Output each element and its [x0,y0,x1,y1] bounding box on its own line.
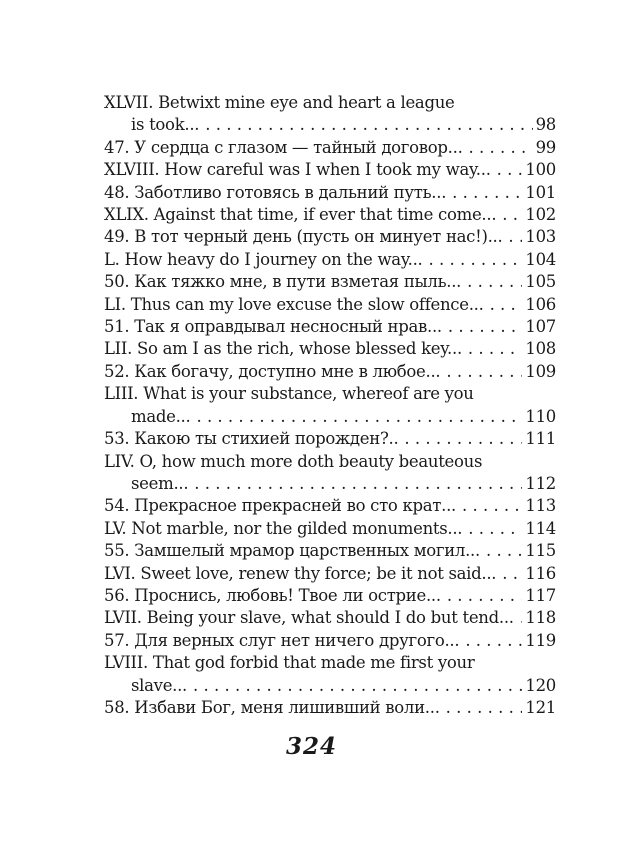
toc-entry-title-continuation: seem... [131,473,189,493]
toc-entry [104,226,556,248]
toc-entry-title: 54. Прекрасное прекрасней во сто крат... [104,496,456,516]
toc-entry-first-line [104,652,556,674]
toc-entry-title: 58. Избави Бог, меня лишивший воли... [104,697,440,717]
toc-entry [104,495,556,517]
page-number: 324 [285,733,337,760]
toc-entry [104,652,556,697]
dot-leader [452,182,522,204]
toc-entry-title: L. How heavy do I journey on the way... [104,249,423,269]
toc-entry-continuation [104,406,556,428]
dot-leader [404,428,522,450]
dot-leader [468,518,522,540]
dot-leader [446,361,522,383]
toc-entry-page: 120 [525,675,556,695]
dot-leader [469,137,533,159]
toc-entry-title: 50. Как тяжко мне, в пути взметая пыль... [104,272,462,292]
toc-entry-page: 115 [525,541,556,561]
toc-entry-title-continuation: slave... [131,675,188,695]
toc-entry-page: 121 [525,697,556,717]
toc-entry-title: 48. Заботливо готовясь в дальний путь... [104,182,447,202]
toc-entry-page: 98 [535,115,556,135]
dot-leader [468,338,523,360]
toc-entry-page: 108 [525,339,556,359]
toc-entry-continuation [104,675,556,697]
toc-entry-continuation [104,473,556,495]
toc-entry [104,428,556,450]
toc-entry-page: 100 [525,160,556,180]
toc-entry [104,182,556,204]
dot-leader [502,204,522,226]
toc-entry [104,249,556,271]
toc-entry [104,563,556,585]
toc-entry-title: 57. Для верных слуг нет ничего другого... [104,630,460,650]
toc-entry [104,518,556,540]
toc-entry [104,630,556,652]
dot-leader [465,630,522,652]
table-of-contents [104,92,556,719]
dot-leader [196,406,522,428]
toc-entry-title: LVII. Being your slave, what should I do but tend... [104,608,514,628]
dot-leader [502,563,522,585]
dot-leader [520,607,523,629]
toc-entry-title: XLIX. Against that time, if ever that time come... [104,205,497,225]
toc-entry [104,316,556,338]
toc-entry-page: 110 [525,406,556,426]
toc-entry-page: 109 [525,361,556,381]
toc-entry-first-line [104,451,556,473]
toc-entry-page: 111 [525,429,556,449]
toc-entry-title: LVIII. That god forbid that made me first your [104,653,475,673]
toc-entry-page: 117 [525,585,556,605]
toc-entry-title: XLVII. Betwixt mine eye and heart a league [104,93,455,112]
toc-entry-page: 104 [525,249,556,269]
toc-entry [104,338,556,360]
toc-entry-title: 56. Проснись, любовь! Твое ли острие... [104,585,441,605]
toc-entry-page: 116 [525,563,556,583]
dot-leader [194,473,522,495]
dot-leader [448,316,523,338]
toc-entry-title: 55. Замшелый мрамор царственных могил... [104,541,480,561]
toc-entry-page: 112 [525,473,556,493]
toc-entry-page: 114 [525,518,556,538]
dot-leader [428,249,522,271]
toc-entry [104,271,556,293]
toc-entry-title: LII. So am I as the rich, whose blessed key... [104,339,462,359]
dot-leader [486,540,522,562]
toc-entry-title-continuation: made... [131,406,191,426]
toc-entry [104,540,556,562]
toc-entry-page: 119 [525,630,556,650]
toc-entry [104,383,556,428]
toc-entry-page: 102 [525,205,556,225]
toc-entry-title: LIII. What is your substance, whereof are you [104,384,474,404]
toc-entry-title: LIV. O, how much more doth beauty beauteous [104,451,483,471]
toc-entry-title: 51. Так я оправдывал несносный нрав... [104,317,442,337]
dot-leader [446,697,523,719]
dot-leader [467,271,522,293]
toc-entry-title: LVI. Sweet love, renew thy force; be it not said... [104,563,497,583]
toc-entry-title: 49. В тот черный день (пусть он минует нас!)... [104,227,503,247]
toc-entry-page: 101 [525,182,556,202]
dot-leader [497,159,523,181]
toc-entry-title: LI. Thus can my love excuse the slow offence... [104,294,484,314]
toc-entry [104,451,556,496]
toc-entry [104,204,556,226]
toc-entry-page: 106 [525,294,556,314]
toc-entry-continuation [104,114,556,136]
toc-entry [104,92,556,137]
toc-entry [104,585,556,607]
toc-entry [104,294,556,316]
toc-entry-page: 103 [525,227,556,247]
dot-leader [205,114,532,136]
toc-entry-title: 47. У сердца с глазом — тайный договор... [104,137,463,157]
toc-entry-title: LV. Not marble, nor the gilded monuments... [104,518,463,538]
toc-entry [104,607,556,629]
toc-entry-first-line [104,383,556,405]
toc-entry-page: 118 [525,608,556,628]
toc-entry-page: 107 [525,317,556,337]
toc-entry [104,159,556,181]
toc-entry-title: XLVIII. How careful was I when I took my way... [104,160,491,180]
toc-entry [104,361,556,383]
dot-leader [490,294,523,316]
toc-entry [104,137,556,159]
toc-entry-title: 52. Как богачу, доступно мне в любое... [104,361,441,381]
toc-entry-title-continuation: is took... [131,115,200,135]
dot-leader [462,495,522,517]
dot-leader [508,226,522,248]
toc-entry-page: 113 [525,496,556,516]
dot-leader [193,675,522,697]
toc-entry-title: 53. Какою ты стихией порожден?.. [104,429,399,449]
toc-entry [104,697,556,719]
toc-entry-first-line [104,92,556,114]
toc-entry-page: 105 [525,272,556,292]
dot-leader [447,585,523,607]
toc-entry-page: 99 [535,137,556,157]
